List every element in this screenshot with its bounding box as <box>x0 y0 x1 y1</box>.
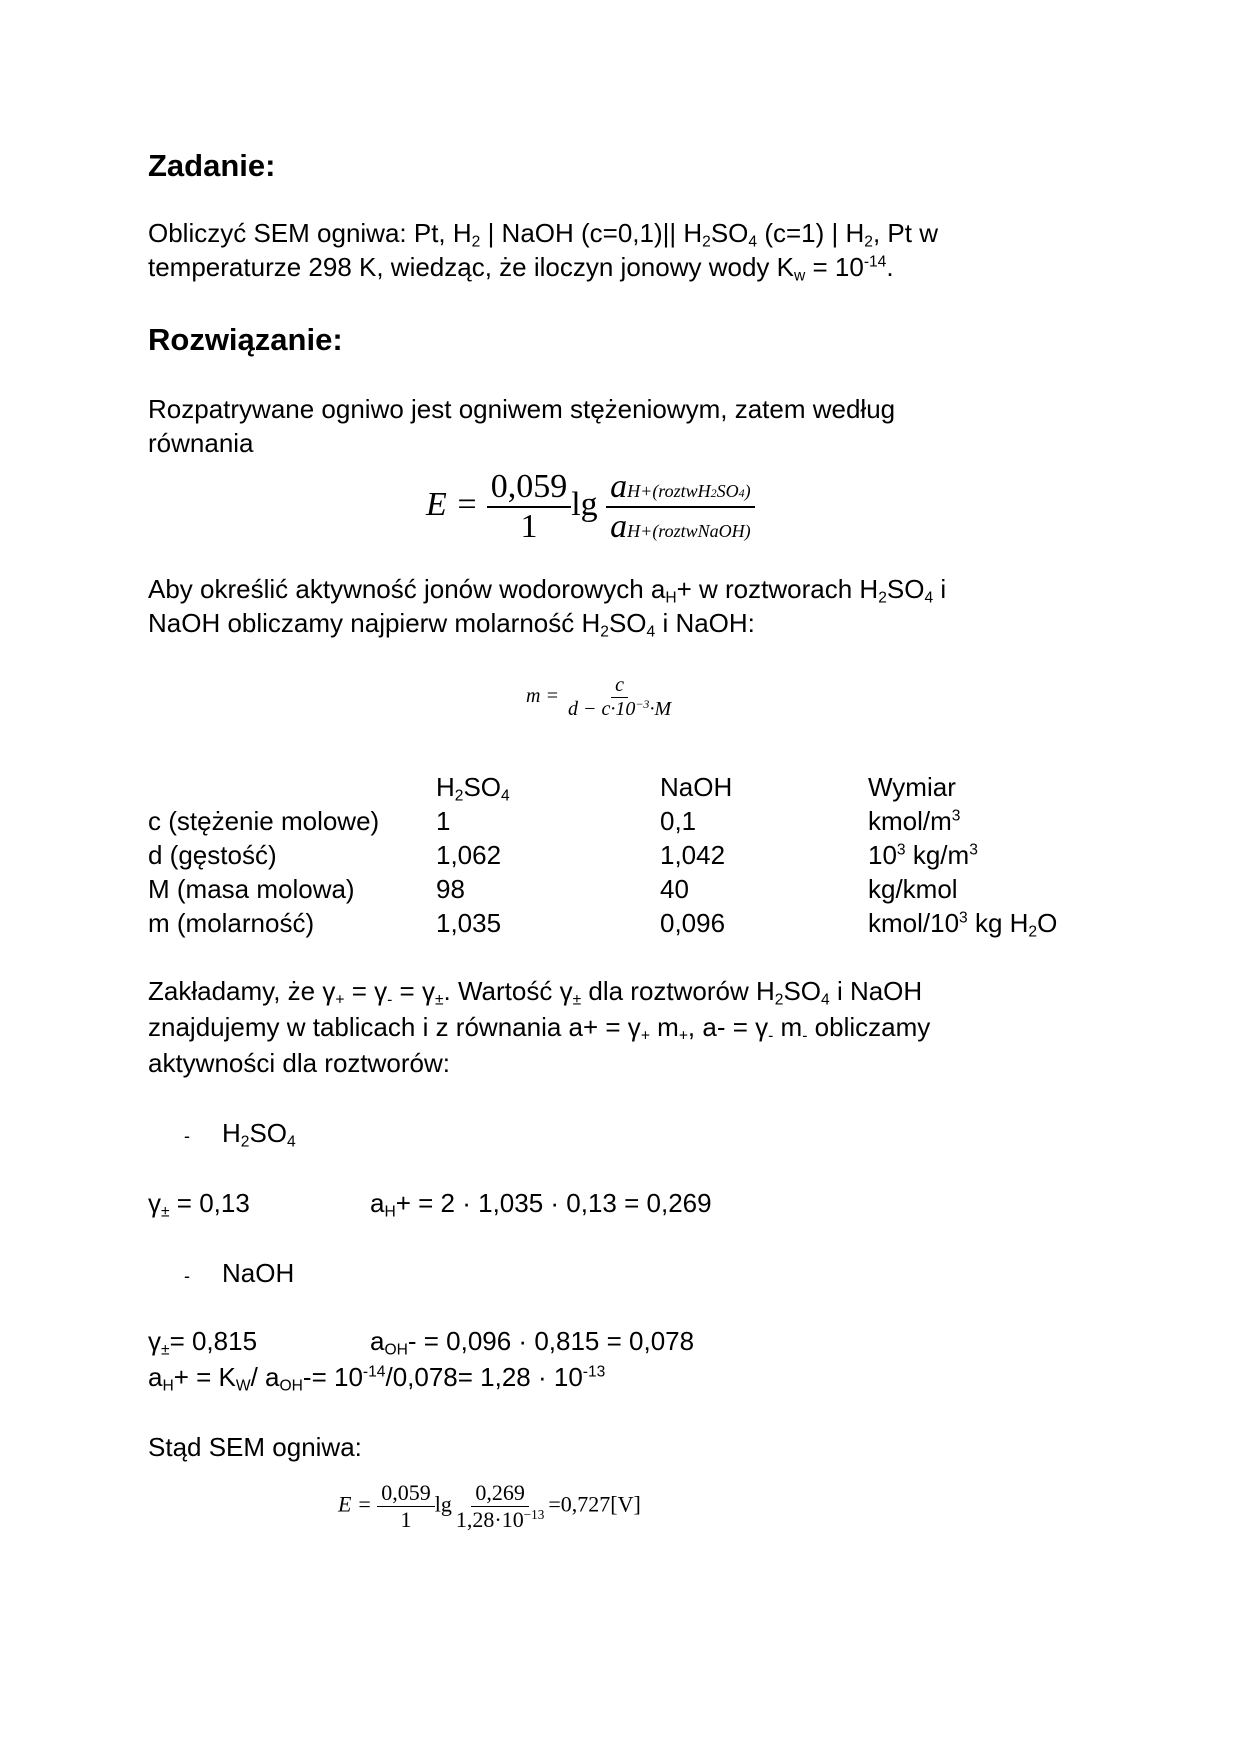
intro-line-1: Rozpatrywane ogniwo jest ogniwem stężeniowym, zatem według <box>148 394 896 424</box>
equation-sem-general: E = $\frac{0,059}{1}$ lg $\frac{\text{aH+(roztwH2SO4)}}{\text{aH+(roztwNaOH)}}$ <box>426 468 755 546</box>
table-row: c (stężenie molowe) 1 0,1 kmol/$m^3$ <box>148 806 961 836</box>
calc-gamma-naoh: $\gamma_\pm= 0,815$ <box>148 1326 258 1359</box>
bullet-naoh: - NaOH <box>184 1258 295 1288</box>
calc-activity-h2so4: $a_H+ = 2 \cdot 1,035 \cdot 0,13 = 0,269$ <box>370 1188 712 1221</box>
solution-heading: Rozwiązanie: <box>148 322 343 357</box>
calc-gamma-h2so4: $\gamma_\pm = 0,13$ <box>148 1188 250 1221</box>
equation-molality: m = $\frac{c}{d - c\cdot 10^{-3}\cdot M}$ <box>526 674 672 720</box>
conclusion-text: Stąd SEM ogniwa: <box>148 1432 362 1462</box>
task-line-1: Obliczyć SEM ogniwa: Pt, $H_2$ | NaOH (c=0,1)|| $H_2SO_4$ (c=1) | $H_2$, Pt w <box>148 218 938 251</box>
intro-line-2: równania <box>148 428 254 458</box>
bullet-h2so4: - $H_2SO_4$ <box>184 1118 296 1151</box>
col-unit: Wymiar <box>868 772 956 802</box>
table-header-row <box>148 772 1148 806</box>
col-h2so4: $H_2SO_4$ <box>436 772 510 805</box>
calc-activity-h-naoh: $a_H+ = K_W/$ $a_{OH}-= 10^{-14}/0,078= 1,28 \cdot 10^{-13}$ <box>148 1362 606 1395</box>
task-heading: Zadanie: <box>148 148 276 183</box>
equation-sem-result: E = $\frac{0,059}{1}$ lg $\frac{0,269}{1,28\cdot 10^{-13}}$ =0,727[V] <box>338 1480 641 1532</box>
para3-line-3: aktywności dla roztworów: <box>148 1048 450 1078</box>
table-row: d (gęstość) 1,062 1,042 $10^3$ $kg/m^3$ <box>148 840 978 870</box>
table-row: m (molarność) 1,035 0,096 kmol/$10^3$ kg $H_2O$ <box>148 908 1058 941</box>
col-naoh: NaOH <box>660 772 733 802</box>
task-line-2: temperaturze 298 K, wiedząc, że iloczyn jonowy wody $K_w = 10^{-14}$. <box>148 252 894 285</box>
para3-line-1: Zakładamy, że $\gamma_+ = \gamma_- = \gamma_\pm$. Wartość $\gamma_\pm$ dla roztworów $H_2SO_4$ i NaOH <box>148 976 923 1009</box>
para2-line-2: NaOH obliczamy najpierw molarność $H_2SO_4$ i NaOH: <box>148 608 755 641</box>
table-row: M (masa molowa) 98 40 kg/kmol <box>148 874 958 904</box>
calc-activity-oh: $a_{OH}- = 0,096 \cdot 0,815 = 0,078$ <box>370 1326 695 1359</box>
para3-line-2: znajdujemy w tablicach i z równania $a+ = \gamma_+$ $m_+$, $a- = \gamma_-$ $m_-$ obliczamy <box>148 1012 931 1045</box>
para2-line-1: Aby określić aktywność jonów wodorowych $a_H+ w$ roztworach $H_2SO_4$ i <box>148 574 947 607</box>
